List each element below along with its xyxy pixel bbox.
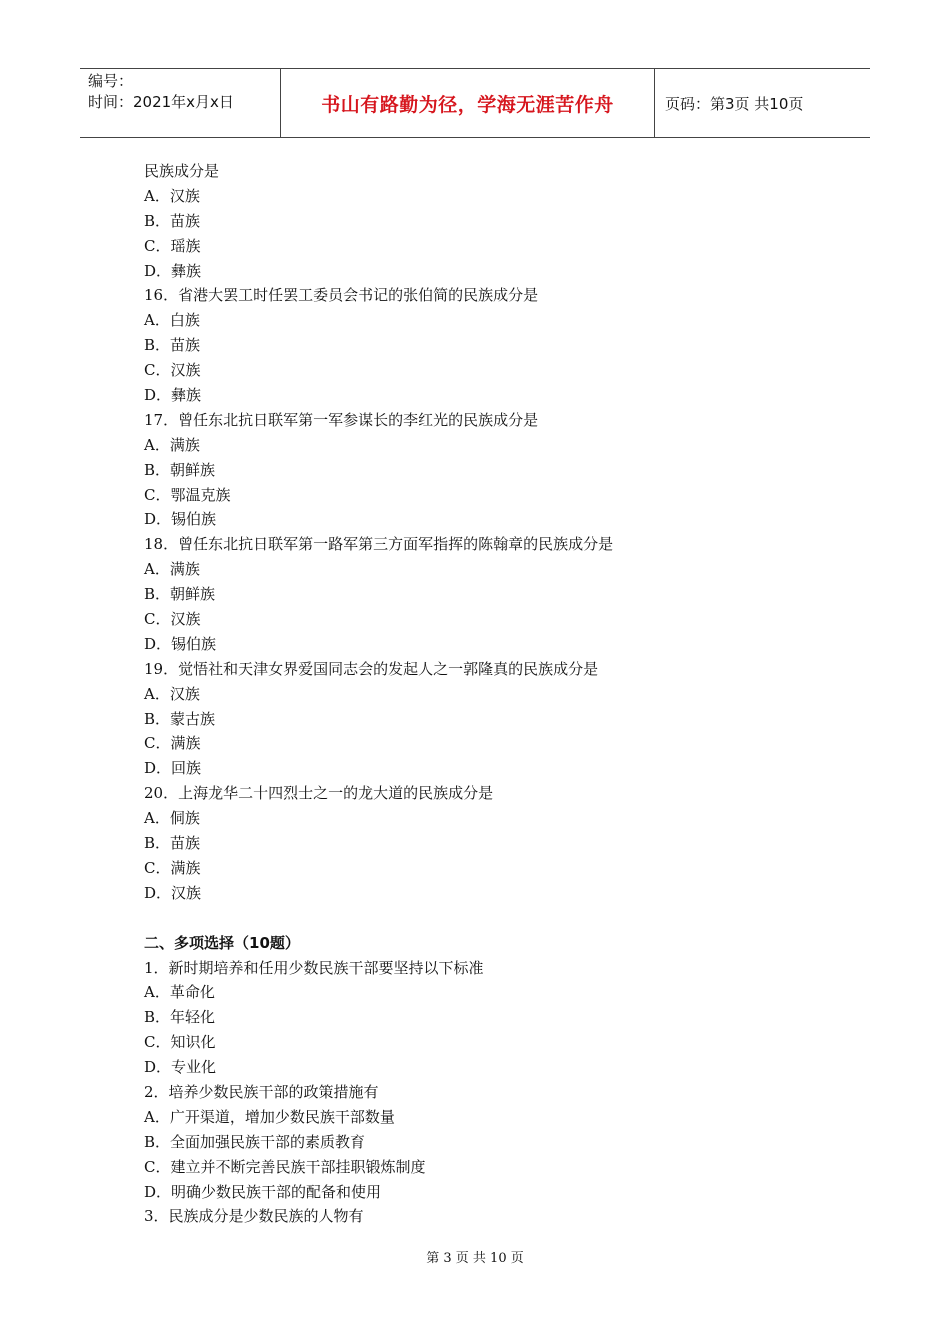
answer-option: A．满族 bbox=[144, 435, 200, 454]
answer-option: B．蒙古族 bbox=[144, 709, 216, 728]
answer-option: A．侗族 bbox=[144, 809, 200, 828]
blank-line bbox=[144, 906, 844, 931]
answer-option: B．年轻化 bbox=[144, 1008, 216, 1027]
question-stem: 3．民族成分是少数民族的人物有 bbox=[144, 1207, 364, 1226]
question-stem: 17．曾任东北抗日联军第一军参谋长的李红光的民族成分是 bbox=[144, 410, 539, 429]
answer-option: D．回族 bbox=[144, 759, 202, 778]
header-meta bbox=[80, 69, 281, 137]
question-stem: 1．新时期培养和任用少数民族干部要坚持以下标准 bbox=[144, 958, 484, 977]
answer-option: B．全面加强民族干部的素质教育 bbox=[144, 1132, 366, 1151]
question-stem: 19．觉悟社和天津女界爱国同志会的发起人之一郭隆真的民族成分是 bbox=[144, 659, 599, 678]
document-time-label: 时间：2021年x月x日 bbox=[88, 93, 234, 111]
answer-option: A．广开渠道，增加少数民族干部数量 bbox=[144, 1107, 395, 1126]
answer-option: C．满族 bbox=[144, 858, 201, 877]
answer-option: D．专业化 bbox=[144, 1058, 217, 1077]
answer-option: A．汉族 bbox=[144, 186, 200, 205]
footer-page-number: 第 3 页 共 10 页 bbox=[426, 1251, 524, 1266]
answer-option: B．苗族 bbox=[144, 336, 201, 355]
question-stem: 20．上海龙华二十四烈士之一的龙大道的民族成分是 bbox=[144, 784, 494, 803]
document-number-label: 编号： bbox=[88, 72, 134, 90]
header-motto: 书山有路勤为径，学海无涯苦作舟 bbox=[281, 69, 655, 137]
question-stem: 16．省港大罢工时任罢工委员会书记的张伯简的民族成分是 bbox=[144, 286, 539, 305]
section-heading: 二、多项选择（10题） bbox=[144, 933, 300, 952]
answer-option: C．瑶族 bbox=[144, 236, 201, 255]
answer-option: A．满族 bbox=[144, 560, 200, 579]
answer-option: B．朝鲜族 bbox=[144, 585, 216, 604]
page-footer bbox=[0, 1247, 950, 1266]
text-line: 民族成分是 bbox=[144, 162, 220, 180]
answer-option: A．汉族 bbox=[144, 684, 200, 703]
question-stem: 2．培养少数民族干部的政策措施有 bbox=[144, 1082, 379, 1101]
question-stem: 18．曾任东北抗日联军第一路军第三方面军指挥的陈翰章的民族成分是 bbox=[144, 535, 614, 554]
answer-option: B．苗族 bbox=[144, 211, 201, 230]
answer-option: C．汉族 bbox=[144, 361, 201, 380]
answer-option: D．锡伯族 bbox=[144, 510, 217, 529]
answer-option: C．知识化 bbox=[144, 1033, 216, 1052]
answer-option: C．鄂温克族 bbox=[144, 485, 231, 504]
page-header bbox=[80, 68, 870, 138]
answer-option: B．苗族 bbox=[144, 834, 201, 853]
answer-option: D．汉族 bbox=[144, 883, 202, 902]
header-page-info: 页码：第3页 共10页 bbox=[665, 94, 804, 113]
answer-option: A．革命化 bbox=[144, 983, 215, 1002]
answer-option: D．明确少数民族干部的配备和使用 bbox=[144, 1182, 382, 1201]
answer-option: D．彝族 bbox=[144, 261, 202, 280]
answer-option: A．白族 bbox=[144, 311, 200, 330]
answer-option: B．朝鲜族 bbox=[144, 460, 216, 479]
answer-option: D．锡伯族 bbox=[144, 634, 217, 653]
answer-option: C．建立并不断完善民族干部挂职锻炼制度 bbox=[144, 1157, 426, 1176]
document-body bbox=[144, 159, 844, 1229]
answer-option: D．彝族 bbox=[144, 386, 202, 405]
answer-option: C．汉族 bbox=[144, 610, 201, 629]
answer-option: C．满族 bbox=[144, 734, 201, 753]
